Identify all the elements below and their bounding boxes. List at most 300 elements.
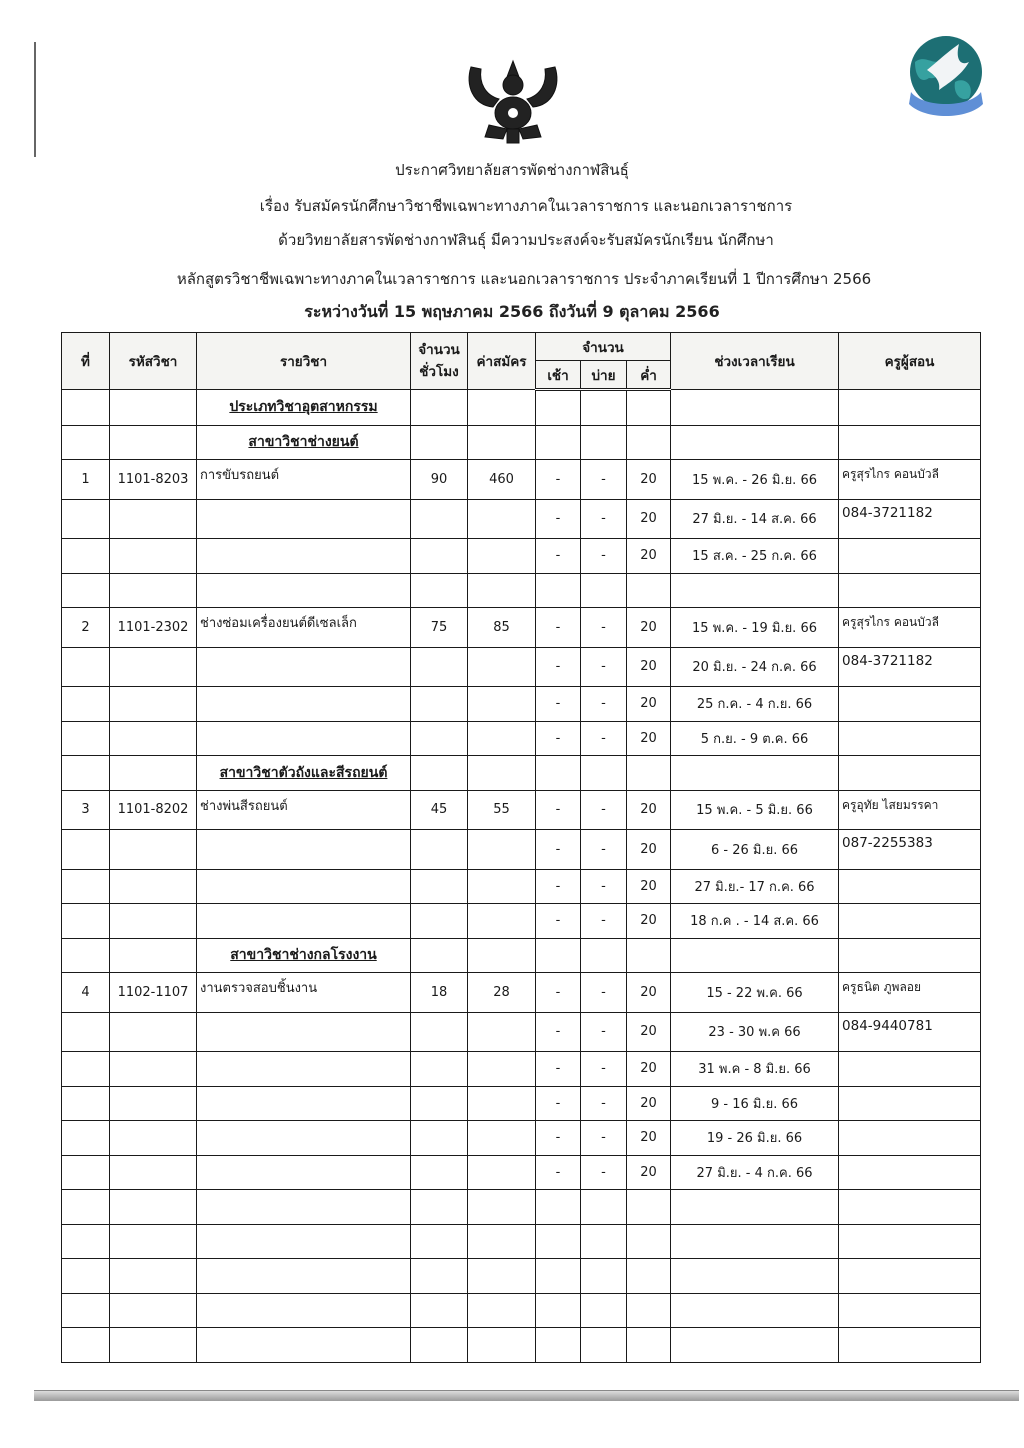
empty-cell (110, 869, 197, 904)
empty-cell (110, 756, 197, 791)
course-no: 2 (62, 608, 110, 648)
course-fee: 460 (468, 460, 536, 500)
study-period: 27 มิ.ย. - 14 ส.ค. 66 (671, 499, 839, 539)
empty-cell (110, 499, 197, 539)
branch-label: สาขาวิชาช่างยนต์ (197, 425, 411, 460)
seats-afternoon: - (581, 869, 627, 904)
empty-cell (411, 1155, 468, 1190)
seats-morning: - (536, 721, 581, 756)
empty-cell (411, 647, 468, 687)
empty-cell (62, 499, 110, 539)
empty-cell (536, 425, 581, 460)
empty-cell (581, 1224, 627, 1259)
empty-cell (468, 1155, 536, 1190)
teacher-name: ครูสุรไกร คอนบัวลี (839, 608, 981, 648)
course-name: งานตรวจสอบชิ้นงาน (197, 973, 411, 1013)
table-row (62, 790, 981, 830)
empty-cell (411, 425, 468, 460)
blank-row (62, 573, 981, 608)
empty-cell (110, 1190, 197, 1225)
study-period: 19 - 26 มิ.ย. 66 (671, 1121, 839, 1156)
empty-cell (110, 647, 197, 687)
seats-afternoon: - (581, 608, 627, 648)
study-period: 15 ส.ค. - 25 ก.ค. 66 (671, 539, 839, 574)
empty-cell (671, 425, 839, 460)
teacher-name: ครูสุรไกร คอนบัวลี (839, 460, 981, 500)
course-hours: 75 (411, 608, 468, 648)
study-period: 23 - 30 พ.ค 66 (671, 1012, 839, 1052)
seats-morning: - (536, 460, 581, 500)
empty-cell (197, 1259, 411, 1294)
empty-cell (197, 573, 411, 608)
category-label: ประเภทวิชาอุตสาหกรรม (197, 390, 411, 426)
empty-cell (839, 756, 981, 791)
table-row (62, 499, 981, 539)
empty-cell (62, 904, 110, 939)
course-name: การขับรถยนต์ (197, 460, 411, 500)
course-code: 1101-2302 (110, 608, 197, 648)
empty-cell (468, 687, 536, 722)
empty-cell (536, 390, 581, 426)
empty-cell (468, 647, 536, 687)
empty-cell (62, 573, 110, 608)
empty-cell (411, 573, 468, 608)
seats-evening: 20 (627, 687, 671, 722)
empty-cell (581, 756, 627, 791)
empty-cell (110, 687, 197, 722)
empty-cell (581, 938, 627, 973)
empty-cell (197, 1012, 411, 1052)
empty-cell (411, 499, 468, 539)
empty-cell (581, 425, 627, 460)
header-evening: ค่ำ (627, 361, 671, 390)
empty-cell (110, 1328, 197, 1363)
empty-cell (839, 1155, 981, 1190)
study-period: 27 มิ.ย. - 4 ก.ค. 66 (671, 1155, 839, 1190)
empty-cell (110, 1121, 197, 1156)
empty-cell (468, 721, 536, 756)
table-row (62, 830, 981, 870)
empty-cell (536, 1224, 581, 1259)
empty-cell (110, 1155, 197, 1190)
seats-afternoon: - (581, 721, 627, 756)
announcement-subject: เรื่อง รับสมัครนักศึกษาวิชาชีพเฉพาะทางภาคในเวลาราชการ และนอกเวลาราชการ (259, 197, 793, 215)
scan-footer-bar (34, 1390, 1019, 1401)
empty-cell (468, 830, 536, 870)
empty-cell (62, 938, 110, 973)
empty-cell (839, 687, 981, 722)
table-body (62, 390, 981, 1363)
empty-cell (581, 1259, 627, 1294)
empty-cell (468, 869, 536, 904)
seats-morning: - (536, 1121, 581, 1156)
course-fee: 55 (468, 790, 536, 830)
empty-cell (62, 1328, 110, 1363)
teacher-phone: 084-3721182 (839, 499, 981, 539)
course-code: 1102-1107 (110, 973, 197, 1013)
empty-cell (839, 1086, 981, 1121)
empty-cell (671, 1293, 839, 1328)
empty-cell (468, 1086, 536, 1121)
empty-cell (411, 1293, 468, 1328)
seats-evening: 20 (627, 830, 671, 870)
empty-cell (536, 1190, 581, 1225)
blank-row (62, 1190, 981, 1225)
empty-cell (110, 938, 197, 973)
empty-cell (197, 904, 411, 939)
header-fee: ค่าสมัคร (468, 333, 536, 390)
empty-cell (197, 1224, 411, 1259)
empty-cell (62, 647, 110, 687)
seats-afternoon: - (581, 539, 627, 574)
empty-cell (62, 1086, 110, 1121)
seats-afternoon: - (581, 1121, 627, 1156)
empty-cell (411, 390, 468, 426)
seats-morning: - (536, 973, 581, 1013)
seats-evening: 20 (627, 1086, 671, 1121)
empty-cell (62, 687, 110, 722)
study-period: 15 - 22 พ.ค. 66 (671, 973, 839, 1013)
seats-morning: - (536, 904, 581, 939)
category-row (62, 390, 981, 426)
seats-afternoon: - (581, 904, 627, 939)
header-hours-line2: ชั่วโมง (419, 364, 459, 380)
seats-evening: 20 (627, 1012, 671, 1052)
branch-label: สาขาวิชาตัวถังและสีรถยนต์ (197, 756, 411, 791)
table-row (62, 1121, 981, 1156)
empty-cell (839, 390, 981, 426)
study-period: 15 พ.ค. - 26 มิ.ย. 66 (671, 460, 839, 500)
empty-cell (62, 721, 110, 756)
empty-cell (671, 390, 839, 426)
seats-evening: 20 (627, 499, 671, 539)
empty-cell (110, 1293, 197, 1328)
blank-row (62, 1259, 981, 1294)
empty-cell (839, 425, 981, 460)
empty-cell (536, 756, 581, 791)
empty-cell (671, 1224, 839, 1259)
course-fee: 28 (468, 973, 536, 1013)
header-morning: เช้า (536, 361, 581, 390)
empty-cell (411, 830, 468, 870)
empty-cell (411, 1086, 468, 1121)
empty-cell (411, 1259, 468, 1294)
empty-cell (62, 1012, 110, 1052)
empty-cell (468, 1224, 536, 1259)
study-period: 31 พ.ค - 8 มิ.ย. 66 (671, 1052, 839, 1087)
header-no: ที่ (62, 333, 110, 390)
study-period: 25 ก.ค. - 4 ก.ย. 66 (671, 687, 839, 722)
branch-row (62, 938, 981, 973)
empty-cell (411, 1052, 468, 1087)
branch-row (62, 425, 981, 460)
seats-evening: 20 (627, 608, 671, 648)
empty-cell (581, 1190, 627, 1225)
blank-row (62, 1293, 981, 1328)
empty-cell (671, 938, 839, 973)
empty-cell (627, 1224, 671, 1259)
empty-cell (536, 1293, 581, 1328)
table-row (62, 1155, 981, 1190)
empty-cell (839, 1328, 981, 1363)
seats-morning: - (536, 1012, 581, 1052)
empty-cell (62, 1052, 110, 1087)
empty-cell (110, 390, 197, 426)
empty-cell (197, 647, 411, 687)
seats-evening: 20 (627, 869, 671, 904)
seats-morning: - (536, 830, 581, 870)
empty-cell (411, 1121, 468, 1156)
branch-label: สาขาวิชาช่างกลโรงงาน (197, 938, 411, 973)
seats-evening: 20 (627, 647, 671, 687)
empty-cell (468, 425, 536, 460)
announcement-title: ประกาศวิทยาลัยสารพัดช่างกาฬสินธุ์ (395, 161, 629, 179)
empty-cell (627, 390, 671, 426)
empty-cell (671, 1190, 839, 1225)
empty-cell (110, 1012, 197, 1052)
empty-cell (411, 938, 468, 973)
empty-cell (468, 1259, 536, 1294)
empty-cell (110, 539, 197, 574)
empty-cell (468, 1328, 536, 1363)
table-row (62, 869, 981, 904)
empty-cell (627, 1328, 671, 1363)
empty-cell (62, 1259, 110, 1294)
empty-cell (468, 539, 536, 574)
study-period: 20 มิ.ย. - 24 ก.ค. 66 (671, 647, 839, 687)
seats-evening: 20 (627, 1052, 671, 1087)
empty-cell (536, 1328, 581, 1363)
garuda-emblem-icon (463, 55, 563, 150)
empty-cell (468, 1190, 536, 1225)
study-period: 9 - 16 มิ.ย. 66 (671, 1086, 839, 1121)
empty-cell (627, 573, 671, 608)
teacher-phone: 084-9440781 (839, 1012, 981, 1052)
empty-cell (62, 425, 110, 460)
header-code: รหัสวิชา (110, 333, 197, 390)
table-row (62, 687, 981, 722)
seats-morning: - (536, 608, 581, 648)
seats-morning: - (536, 1052, 581, 1087)
branch-row (62, 756, 981, 791)
empty-cell (536, 938, 581, 973)
header-hours (411, 333, 468, 390)
empty-cell (62, 830, 110, 870)
course-no: 1 (62, 460, 110, 500)
seats-evening: 20 (627, 460, 671, 500)
empty-cell (62, 869, 110, 904)
seats-afternoon: - (581, 1052, 627, 1087)
empty-cell (468, 1052, 536, 1087)
empty-cell (110, 1086, 197, 1121)
empty-cell (671, 1328, 839, 1363)
table-row (62, 1052, 981, 1087)
empty-cell (197, 1086, 411, 1121)
seats-evening: 20 (627, 904, 671, 939)
empty-cell (62, 390, 110, 426)
empty-cell (468, 499, 536, 539)
seats-afternoon: - (581, 830, 627, 870)
empty-cell (627, 938, 671, 973)
empty-cell (468, 904, 536, 939)
empty-cell (581, 390, 627, 426)
empty-cell (62, 1155, 110, 1190)
empty-cell (839, 938, 981, 973)
table-header-row (62, 333, 981, 361)
empty-cell (627, 1259, 671, 1294)
empty-cell (839, 1052, 981, 1087)
seats-evening: 20 (627, 1155, 671, 1190)
empty-cell (411, 539, 468, 574)
course-fee: 85 (468, 608, 536, 648)
table-row (62, 460, 981, 500)
table-row (62, 904, 981, 939)
teacher-phone: 087-2255383 (839, 830, 981, 870)
seats-evening: 20 (627, 790, 671, 830)
empty-cell (581, 1328, 627, 1363)
blank-row (62, 1328, 981, 1363)
seats-evening: 20 (627, 973, 671, 1013)
seats-afternoon: - (581, 1086, 627, 1121)
empty-cell (62, 1224, 110, 1259)
empty-cell (671, 573, 839, 608)
seats-evening: 20 (627, 539, 671, 574)
seats-morning: - (536, 790, 581, 830)
teacher-name: ครูธนิต ภูพลอย (839, 973, 981, 1013)
empty-cell (468, 938, 536, 973)
table-row (62, 647, 981, 687)
teacher-name: ครูอุทัย ไสยมรรคา (839, 790, 981, 830)
course-no: 4 (62, 973, 110, 1013)
announcement-intro: ด้วยวิทยาลัยสารพัดช่างกาฬสินธุ์ มีความประสงค์จะรับสมัครนักเรียน นักศึกษา (278, 231, 774, 249)
header-afternoon: บ่าย (581, 361, 627, 390)
study-period: 15 พ.ค. - 19 มิ.ย. 66 (671, 608, 839, 648)
course-hours: 18 (411, 973, 468, 1013)
seats-afternoon: - (581, 973, 627, 1013)
seats-morning: - (536, 499, 581, 539)
seats-morning: - (536, 869, 581, 904)
empty-cell (411, 869, 468, 904)
empty-cell (197, 830, 411, 870)
empty-cell (197, 687, 411, 722)
empty-cell (197, 1293, 411, 1328)
blank-row (62, 1224, 981, 1259)
empty-cell (110, 1052, 197, 1087)
empty-cell (62, 1190, 110, 1225)
empty-cell (197, 1155, 411, 1190)
empty-cell (110, 1224, 197, 1259)
table-row (62, 539, 981, 574)
empty-cell (62, 756, 110, 791)
empty-cell (468, 1012, 536, 1052)
header-teacher: ครูผู้สอน (839, 333, 981, 390)
empty-cell (62, 539, 110, 574)
empty-cell (839, 1259, 981, 1294)
empty-cell (468, 1293, 536, 1328)
empty-cell (581, 573, 627, 608)
empty-cell (468, 756, 536, 791)
table-row (62, 1086, 981, 1121)
announcement-program: หลักสูตรวิชาชีพเฉพาะทางภาคในเวลาราชการ และนอกเวลาราชการ ประจำภาคเรียนที่ 1 ปีการศึกษา 2566 (176, 270, 872, 288)
empty-cell (110, 830, 197, 870)
seats-afternoon: - (581, 499, 627, 539)
course-hours: 90 (411, 460, 468, 500)
empty-cell (411, 1012, 468, 1052)
header-seats: จำนวน (536, 333, 671, 361)
course-name: ช่างซ่อมเครื่องยนต์ดีเซลเล็ก (197, 608, 411, 648)
header-subject: รายวิชา (197, 333, 411, 390)
announcement-period: ระหว่างวันที่ 15 พฤษภาคม 2566 ถึงวันที่ 9 ตุลาคม 2566 (304, 302, 720, 321)
empty-cell (839, 573, 981, 608)
seats-afternoon: - (581, 687, 627, 722)
course-no: 3 (62, 790, 110, 830)
empty-cell (839, 904, 981, 939)
empty-cell (110, 1259, 197, 1294)
course-name: ช่างพ่นสีรถยนต์ (197, 790, 411, 830)
empty-cell (411, 721, 468, 756)
empty-cell (581, 1293, 627, 1328)
empty-cell (839, 1121, 981, 1156)
course-code: 1101-8202 (110, 790, 197, 830)
table-row (62, 721, 981, 756)
empty-cell (110, 721, 197, 756)
seats-afternoon: - (581, 1012, 627, 1052)
empty-cell (627, 425, 671, 460)
empty-cell (411, 904, 468, 939)
empty-cell (536, 573, 581, 608)
scan-artifact-line (34, 42, 36, 157)
header-hours-line1: จำนวน (418, 342, 460, 358)
seats-afternoon: - (581, 647, 627, 687)
empty-cell (197, 1328, 411, 1363)
empty-cell (839, 1224, 981, 1259)
empty-cell (839, 721, 981, 756)
table-row (62, 608, 981, 648)
empty-cell (411, 756, 468, 791)
seats-morning: - (536, 647, 581, 687)
seats-afternoon: - (581, 1155, 627, 1190)
empty-cell (627, 1190, 671, 1225)
course-code: 1101-8203 (110, 460, 197, 500)
empty-cell (411, 1328, 468, 1363)
table-row (62, 1012, 981, 1052)
empty-cell (839, 869, 981, 904)
empty-cell (671, 756, 839, 791)
empty-cell (197, 499, 411, 539)
study-period: 5 ก.ย. - 9 ต.ค. 66 (671, 721, 839, 756)
empty-cell (839, 539, 981, 574)
course-schedule-table (61, 332, 981, 1363)
study-period: 15 พ.ค. - 5 มิ.ย. 66 (671, 790, 839, 830)
empty-cell (62, 1293, 110, 1328)
seats-morning: - (536, 539, 581, 574)
empty-cell (536, 1259, 581, 1294)
seats-morning: - (536, 687, 581, 722)
course-hours: 45 (411, 790, 468, 830)
empty-cell (839, 1293, 981, 1328)
empty-cell (197, 539, 411, 574)
seats-evening: 20 (627, 721, 671, 756)
teacher-phone: 084-3721182 (839, 647, 981, 687)
seats-morning: - (536, 1155, 581, 1190)
study-period: 6 - 26 มิ.ย. 66 (671, 830, 839, 870)
seats-evening: 20 (627, 1121, 671, 1156)
empty-cell (468, 573, 536, 608)
seats-morning: - (536, 1086, 581, 1121)
empty-cell (411, 1190, 468, 1225)
empty-cell (197, 1121, 411, 1156)
empty-cell (627, 756, 671, 791)
